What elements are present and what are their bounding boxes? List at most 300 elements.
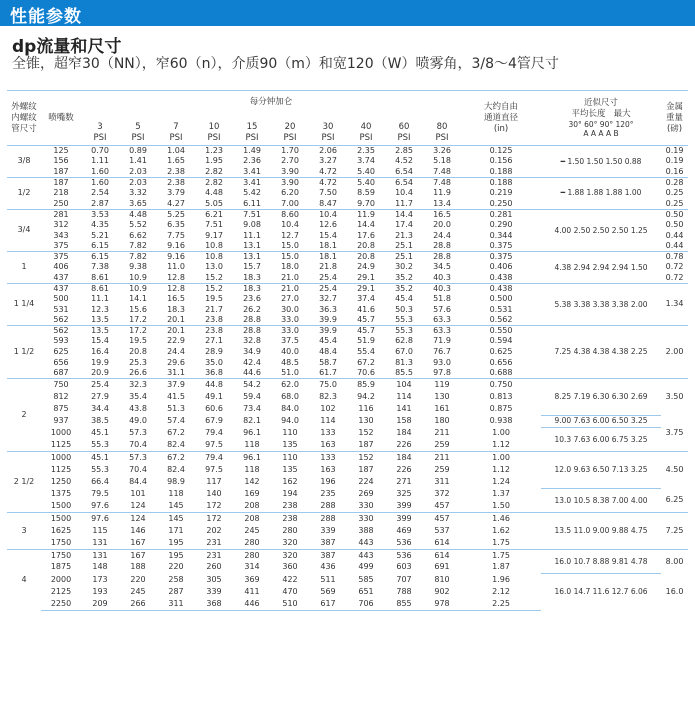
flow-cell: 9.70 — [347, 198, 385, 209]
flow-cell: 259 — [423, 440, 461, 452]
flow-cell: 63.3 — [423, 315, 461, 326]
flow-cell: 411 — [244, 586, 260, 596]
free-passage-cell: 1.37 — [492, 489, 510, 499]
flow-cell: 37.9 — [157, 379, 195, 391]
table-row — [7, 427, 688, 439]
flow-cell: 7.50 — [319, 188, 337, 198]
nozzle-no-cell: 250 — [41, 198, 81, 209]
flow-cell: 15.0 — [271, 241, 309, 252]
flow-cell: 311 — [157, 598, 195, 610]
flow-cell: 163 — [309, 440, 347, 452]
flow-cell: 20.0 — [433, 219, 451, 229]
dimension-cell: 9.00 7.63 6.00 6.50 3.25 — [541, 415, 661, 427]
flow-cell: 94.2 — [357, 391, 375, 401]
flow-cell: 18.3 — [233, 283, 271, 294]
pressure-header-80psi — [423, 115, 461, 146]
free-passage-cell: 0.531 — [489, 304, 513, 314]
flow-cell: 31.1 — [157, 368, 195, 379]
flow-cell: 0.70 — [81, 146, 119, 157]
flow-cell: 6.20 — [281, 188, 299, 198]
flow-cell: 19.5 — [205, 294, 223, 304]
free-passage-cell: 1.00 — [461, 452, 541, 464]
pressure-header-5psi — [119, 115, 157, 146]
flow-cell: 196 — [320, 477, 336, 487]
flow-cell: 41.6 — [357, 304, 375, 314]
flow-cell: 97.5 — [205, 464, 223, 474]
pressure-value: 15 — [246, 122, 258, 132]
flow-cell: 280 — [233, 537, 271, 549]
flow-cell: 23.8 — [195, 326, 233, 337]
pipe-size-cell: 1/2 — [7, 177, 41, 209]
free-passage-cell: 0.550 — [461, 326, 541, 337]
pressure-header-10psi — [195, 115, 233, 146]
weight-cell: 2.00 — [661, 326, 688, 379]
flow-cell: 369 — [244, 574, 260, 584]
header-free-line3: (in) — [493, 123, 509, 134]
flow-cell: 470 — [282, 586, 298, 596]
header-weight-line2: 重量 — [666, 112, 684, 123]
header-weight-line1: 金属 — [666, 101, 684, 112]
flow-cell: 140 — [206, 489, 222, 499]
free-passage-cell: 0.500 — [489, 294, 513, 304]
flow-cell: 146 — [130, 525, 146, 535]
pressure-header-20psi — [271, 115, 309, 146]
flow-cell: 13.4 — [423, 198, 461, 209]
dimension-cell: 16.0 10.7 8.88 9.81 4.78 — [541, 549, 661, 573]
pressure-header-15psi — [233, 115, 271, 146]
weight-cell: 3.75 — [665, 428, 684, 438]
flow-cell: 24.4 — [167, 347, 185, 357]
pipe-size-cell: 3/4 — [7, 209, 41, 251]
flow-cell: 16.4 — [91, 347, 109, 357]
pressure-unit: PSI — [397, 133, 411, 143]
free-passage-cell: 0.188 — [461, 177, 541, 188]
nozzle-no-cell: 125 — [41, 146, 81, 157]
flow-cell: 6.21 — [195, 209, 233, 220]
flow-cell: 399 — [385, 500, 423, 512]
flow-cell: 651 — [358, 586, 374, 596]
pipe-size-cell: 1 1/4 — [7, 283, 41, 325]
flow-cell: 119 — [423, 379, 461, 391]
nozzle-no-cell: 187 — [41, 177, 81, 188]
flow-cell: 76.7 — [433, 347, 451, 357]
table-row — [7, 146, 688, 157]
flow-cell: 188 — [130, 562, 146, 572]
flow-cell: 114 — [396, 391, 412, 401]
weight-cell: 16.0 — [665, 586, 684, 596]
flow-cell: 978 — [423, 598, 461, 610]
flow-cell: 288 — [309, 500, 347, 512]
flow-cell: 193 — [92, 586, 108, 596]
nozzle-no-cell: 2125 — [50, 586, 72, 596]
weight-cell: 0.78 — [661, 251, 688, 262]
flow-cell: 26.6 — [119, 368, 157, 379]
flow-cell: 35.0 — [205, 357, 223, 367]
flow-cell: 45.4 — [319, 336, 337, 346]
free-passage-cell: 0.750 — [461, 379, 541, 391]
flow-cell: 446 — [233, 598, 271, 610]
nozzle-no-cell: 343 — [53, 230, 69, 240]
flow-cell: 38.5 — [91, 416, 109, 426]
pressure-value: 7 — [173, 122, 179, 132]
flow-cell: 10.9 — [119, 283, 157, 294]
flow-cell: 145 — [157, 500, 195, 512]
flow-cell: 15.6 — [129, 304, 147, 314]
flow-cell: 35.4 — [129, 391, 147, 401]
flow-cell: 2.54 — [91, 188, 109, 198]
flow-cell: 6.15 — [81, 251, 119, 262]
flow-cell: 258 — [168, 574, 184, 584]
flow-cell: 20.8 — [129, 347, 147, 357]
flow-cell: 325 — [396, 489, 412, 499]
flow-cell: 1.65 — [167, 156, 185, 166]
flow-cell: 10.4 — [395, 188, 413, 198]
flow-cell: 184 — [396, 428, 412, 438]
pressure-header-30psi — [309, 115, 347, 146]
flow-cell: 280 — [233, 549, 271, 561]
free-passage-cell: 1.46 — [461, 513, 541, 525]
flow-cell: 79.4 — [205, 428, 223, 438]
flow-cell: 32.3 — [119, 379, 157, 391]
nozzle-no-cell: 562 — [41, 315, 81, 326]
flow-cell: 25.4 — [81, 379, 119, 391]
flow-cell: 585 — [358, 574, 374, 584]
section-heading: dp流量和尺寸 — [12, 37, 122, 57]
pipe-size-cell: 4 — [7, 549, 41, 610]
flow-cell: 3.53 — [81, 209, 119, 220]
flow-cell: 4.72 — [309, 177, 347, 188]
flow-cell: 235 — [320, 489, 336, 499]
flow-cell: 70.6 — [347, 368, 385, 379]
flow-cell: 145 — [157, 513, 195, 525]
flow-cell: 27.1 — [205, 336, 223, 346]
flow-cell: 82.4 — [167, 464, 185, 474]
nozzle-no-cell: 281 — [41, 209, 81, 220]
flow-cell: 6.54 — [385, 177, 423, 188]
flow-cell: 271 — [396, 477, 412, 487]
flow-cell: 20.9 — [81, 368, 119, 379]
flow-cell: 220 — [130, 574, 146, 584]
header-dimensions — [541, 91, 661, 146]
flow-cell: 3.32 — [129, 188, 147, 198]
flow-cell: 28.8 — [233, 315, 271, 326]
nozzle-no-cell: 1125 — [50, 464, 72, 474]
flow-cell: 171 — [168, 525, 184, 535]
header-dims-letters: A A A A B — [583, 129, 619, 138]
table-row — [7, 488, 688, 500]
free-passage-cell: 0.156 — [489, 156, 513, 166]
flow-cell: 17.6 — [357, 230, 375, 240]
flow-cell: 28.8 — [233, 326, 271, 337]
free-passage-cell: 0.438 — [461, 283, 541, 294]
flow-cell: 16.5 — [423, 209, 461, 220]
flow-cell: 39.9 — [309, 326, 347, 337]
flow-cell: 706 — [347, 598, 385, 610]
header-dims-sub — [541, 109, 661, 120]
pipe-size-cell: 3 — [7, 513, 41, 550]
flow-cell: 130 — [358, 416, 374, 426]
flow-cell: 32.8 — [243, 336, 261, 346]
flow-cell: 55.3 — [385, 315, 423, 326]
weight-cell: 0.50 — [665, 219, 684, 229]
free-passage-cell: 0.375 — [461, 241, 541, 252]
table-row — [7, 549, 688, 561]
flow-cell: 81.3 — [395, 357, 413, 367]
pressure-value: 60 — [398, 122, 410, 132]
header-dims-avg: 平均长度 — [571, 109, 606, 119]
table-row — [7, 379, 688, 391]
pressure-value: 80 — [436, 122, 448, 132]
nozzle-no-cell: 656 — [53, 357, 69, 367]
flow-cell: 4.35 — [91, 219, 109, 229]
header-weight — [661, 91, 688, 146]
flow-cell: 169 — [244, 489, 260, 499]
flow-cell: 25.3 — [129, 357, 147, 367]
flow-cell: 23.6 — [243, 294, 261, 304]
flow-cell: 4.72 — [309, 167, 347, 178]
free-passage-cell: 0.813 — [489, 391, 513, 401]
flow-cell: 184 — [385, 452, 423, 464]
header-dims-max: 最大 — [613, 109, 631, 119]
dimension-cell: 13.5 11.0 9.00 9.88 4.75 — [541, 513, 661, 550]
table-row — [7, 251, 688, 262]
flow-cell: 5.40 — [347, 177, 385, 188]
flow-cell: 1.41 — [129, 156, 147, 166]
flow-cell: 45.1 — [91, 428, 109, 438]
flow-cell: 162 — [282, 477, 298, 487]
section-subheading: 全锥，超窄30（NN），窄60（n），介质90（m）和宽120（W）喷雾角，3/8～4管尺寸 — [12, 56, 559, 72]
flow-cell: 2.82 — [195, 177, 233, 188]
flow-cell: 457 — [423, 513, 461, 525]
flow-cell: 1.95 — [205, 156, 223, 166]
flow-cell: 9.16 — [157, 241, 195, 252]
flow-cell: 3.27 — [319, 156, 337, 166]
flow-cell: 4.52 — [395, 156, 413, 166]
flow-cell: 2.70 — [281, 156, 299, 166]
flow-cell: 238 — [271, 513, 309, 525]
flow-cell: 97.6 — [81, 513, 119, 525]
flow-cell: 12.8 — [157, 283, 195, 294]
flow-cell: 97.8 — [423, 368, 461, 379]
flow-cell: 9.38 — [129, 262, 147, 272]
free-passage-cell: 1.00 — [492, 428, 510, 438]
flow-cell: 1.04 — [157, 146, 195, 157]
nozzle-no-cell: 625 — [53, 347, 69, 357]
nozzle-no-cell: 1500 — [41, 500, 81, 512]
free-passage-cell: 0.188 — [461, 167, 541, 178]
flow-cell: 51.0 — [271, 368, 309, 379]
flow-cell: 11.9 — [347, 209, 385, 220]
pipe-size-cell: 2 — [7, 379, 41, 452]
free-passage-cell: 0.290 — [489, 219, 513, 229]
free-passage-cell: 0.594 — [489, 336, 513, 346]
dimension-cell: 10.3 7.63 6.00 6.75 3.25 — [541, 427, 661, 451]
flow-cell: 443 — [347, 537, 385, 549]
flow-cell: 44.8 — [195, 379, 233, 391]
header-free-line2: 通道直径 — [484, 112, 519, 123]
nozzle-no-cell: 312 — [53, 219, 69, 229]
free-passage-cell: 0.562 — [461, 315, 541, 326]
flow-cell: 21.3 — [395, 230, 413, 240]
flow-cell: 36.3 — [319, 304, 337, 314]
flow-cell: 7.51 — [205, 219, 223, 229]
free-passage-cell: 0.375 — [461, 251, 541, 262]
flow-cell: 84.4 — [129, 477, 147, 487]
header-flow: 每分钟加仑 — [81, 91, 461, 115]
pressure-unit: PSI — [321, 133, 335, 143]
flow-cell: 5.18 — [433, 156, 451, 166]
flow-cell: 124 — [119, 500, 157, 512]
flow-cell: 202 — [206, 525, 222, 535]
flow-cell: 388 — [358, 525, 374, 535]
flow-cell: 14.1 — [129, 294, 147, 304]
free-passage-cell: 0.438 — [461, 273, 541, 284]
flow-cell: 5.40 — [347, 167, 385, 178]
table-row — [7, 574, 688, 586]
flow-cell: 15.2 — [195, 273, 233, 284]
flow-cell: 372 — [434, 489, 450, 499]
flow-cell: 25.1 — [385, 241, 423, 252]
flow-cell: 2.87 — [81, 198, 119, 209]
flow-cell: 5.42 — [243, 188, 261, 198]
flow-cell: 37.4 — [357, 294, 375, 304]
pressure-unit: PSI — [207, 133, 221, 143]
flow-cell: 2.03 — [119, 177, 157, 188]
flow-cell: 11.1 — [243, 230, 261, 240]
flow-cell: 3.74 — [357, 156, 375, 166]
dimension-cell: 16.0 14.7 11.6 12.7 6.06 — [541, 574, 661, 611]
flow-cell: 21.8 — [319, 262, 337, 272]
flow-cell: 30.0 — [281, 304, 299, 314]
weight-cell: 1.34 — [661, 283, 688, 325]
flow-cell: 135 — [271, 440, 309, 452]
flow-cell: 43.8 — [129, 404, 147, 414]
flow-cell: 7.48 — [423, 177, 461, 188]
table-body — [7, 146, 688, 611]
flow-cell: 18.1 — [309, 241, 347, 252]
flow-cell: 15.4 — [319, 230, 337, 240]
nozzle-no-cell: 1375 — [50, 489, 72, 499]
flow-cell: 208 — [233, 500, 271, 512]
nozzle-no-cell: 437 — [41, 273, 81, 284]
flow-cell: 226 — [396, 464, 412, 474]
flow-cell: 54.2 — [233, 379, 271, 391]
flow-cell: 187 — [358, 464, 374, 474]
flow-cell: 70.4 — [119, 440, 157, 452]
flow-cell: 55.3 — [385, 326, 423, 337]
flow-cell: 34.4 — [91, 404, 109, 414]
weight-cell: 8.00 — [661, 549, 688, 573]
flow-cell: 10.4 — [281, 219, 299, 229]
flow-cell: 19.5 — [129, 336, 147, 346]
flow-cell: 511 — [320, 574, 336, 584]
flow-cell: 422 — [282, 574, 298, 584]
flow-cell: 34.9 — [243, 347, 261, 357]
weight-cell: 0.72 — [661, 273, 688, 284]
flow-cell: 220 — [168, 562, 184, 572]
flow-cell: 195 — [157, 549, 195, 561]
flow-cell: 35.2 — [385, 273, 423, 284]
flow-cell: 259 — [434, 464, 450, 474]
table-row — [7, 415, 688, 427]
flow-cell: 18.0 — [281, 262, 299, 272]
weight-cell: 3.50 — [661, 379, 688, 416]
weight-cell: 0.16 — [661, 167, 688, 178]
flow-cell: 57.4 — [167, 416, 185, 426]
flow-cell: 288 — [309, 513, 347, 525]
flow-cell: 469 — [396, 525, 412, 535]
flow-cell: 61.7 — [309, 368, 347, 379]
dimension-cell: 13.0 10.5 8.38 7.00 4.00 — [541, 488, 661, 512]
flow-cell: 55.3 — [81, 440, 119, 452]
weight-cell: 7.25 — [661, 513, 688, 550]
flow-cell: 3.41 — [233, 177, 271, 188]
flow-cell: 14.4 — [357, 219, 375, 229]
flow-cell: 141 — [396, 404, 412, 414]
flow-cell: 3.90 — [271, 177, 309, 188]
flow-cell: 17.2 — [119, 326, 157, 337]
flow-cell: 28.9 — [205, 347, 223, 357]
flow-cell: 6.35 — [167, 219, 185, 229]
flow-cell: 67.2 — [357, 357, 375, 367]
flow-cell: 57.3 — [119, 452, 157, 464]
flow-cell: 20.1 — [157, 326, 195, 337]
flow-cell: 21.0 — [271, 283, 309, 294]
flow-cell: 238 — [271, 500, 309, 512]
flow-cell: 231 — [195, 549, 233, 561]
free-passage-cell: 1.75 — [461, 549, 541, 561]
nozzle-no-cell: 562 — [41, 326, 81, 337]
flow-cell: 82.1 — [243, 416, 261, 426]
flow-cell: 82.3 — [319, 391, 337, 401]
flow-cell: 17.4 — [395, 219, 413, 229]
flow-cell: 55.3 — [91, 464, 109, 474]
flow-cell: 70.4 — [129, 464, 147, 474]
flow-cell: 30.2 — [395, 262, 413, 272]
flow-cell: 67.0 — [395, 347, 413, 357]
free-passage-cell: 0.125 — [461, 146, 541, 157]
flow-cell: 245 — [130, 586, 146, 596]
table-row — [7, 326, 688, 337]
flow-cell: 131 — [81, 549, 119, 561]
nozzle-no-cell: 687 — [41, 368, 81, 379]
flow-cell: 97.5 — [195, 440, 233, 452]
flow-cell: 37.5 — [281, 336, 299, 346]
dimension-cell: 5.38 3.38 3.38 3.38 2.00 — [541, 283, 661, 325]
flow-cell: 27.0 — [281, 294, 299, 304]
flow-cell: 51.3 — [167, 404, 185, 414]
flow-cell: 29.1 — [347, 273, 385, 284]
nozzle-no-cell: 531 — [53, 304, 69, 314]
flow-cell: 209 — [81, 598, 119, 610]
flow-cell: 41.5 — [167, 391, 185, 401]
flow-cell: 96.1 — [233, 452, 271, 464]
flow-cell: 6.15 — [81, 241, 119, 252]
flow-cell: 12.8 — [157, 273, 195, 284]
flow-cell: 133 — [309, 452, 347, 464]
flow-cell: 172 — [195, 500, 233, 512]
free-passage-cell: 0.250 — [461, 198, 541, 209]
flow-cell: 9.17 — [205, 230, 223, 240]
table-row — [7, 452, 688, 464]
pressure-unit: PSI — [359, 133, 373, 143]
flow-cell: 7.82 — [119, 251, 157, 262]
flow-cell: 44.6 — [233, 368, 271, 379]
flow-cell: 11.7 — [385, 198, 423, 209]
flow-cell: 104 — [385, 379, 423, 391]
nozzle-no-cell: 437 — [41, 283, 81, 294]
flow-cell: 20.1 — [157, 315, 195, 326]
